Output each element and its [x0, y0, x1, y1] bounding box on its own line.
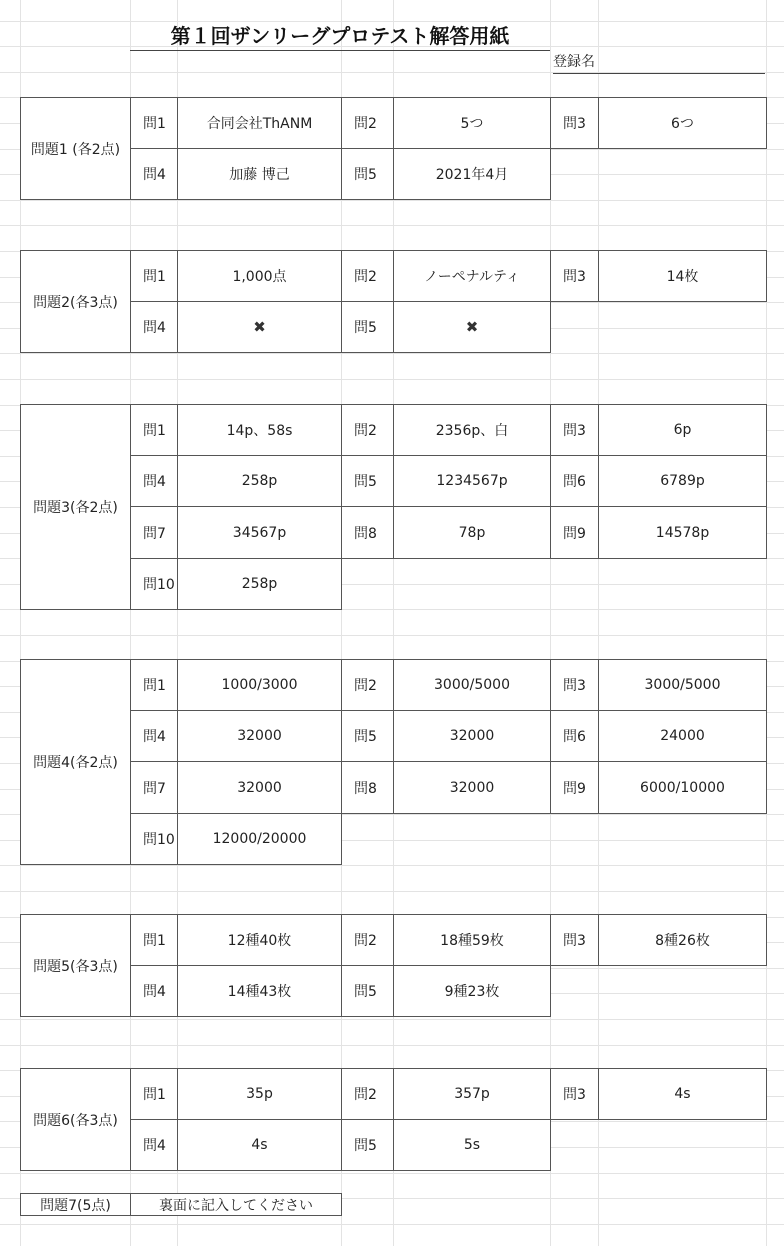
answer-cell[interactable]: 合同会社ThANM	[177, 97, 342, 149]
answer-cell[interactable]: 5つ	[393, 97, 551, 149]
answer-cell[interactable]: 4s	[177, 1119, 342, 1171]
answer-cell[interactable]: 18種59枚	[393, 914, 551, 966]
section-label: 問題1 (各2点)	[20, 97, 131, 200]
answer-cell[interactable]: 8種26枚	[598, 914, 767, 966]
question-label: 問1	[130, 250, 178, 302]
question-label: 問2	[341, 914, 394, 966]
answer-cell[interactable]: 9種23枚	[393, 965, 551, 1017]
answer-cell[interactable]: 14p、58s	[177, 404, 342, 456]
answer-cell[interactable]: 357p	[393, 1068, 551, 1120]
answer-cell[interactable]: 32000	[393, 761, 551, 814]
answer-cell[interactable]: 6つ	[598, 97, 767, 149]
question-label: 問4	[130, 965, 178, 1017]
question-label: 問9	[550, 506, 599, 559]
question-label: 問4	[130, 1119, 178, 1171]
answer-cell[interactable]: 4s	[598, 1068, 767, 1120]
question-label: 問3	[550, 404, 599, 456]
section-label: 問題6(各3点)	[20, 1068, 131, 1171]
question-label: 問4	[130, 455, 178, 507]
question-label: 問4	[130, 148, 178, 200]
question-label: 問5	[341, 301, 394, 353]
answer-cell[interactable]: 35p	[177, 1068, 342, 1120]
answer-cell[interactable]: 加藤 博己	[177, 148, 342, 200]
answer-cell[interactable]: 32000	[393, 710, 551, 762]
question-label: 問8	[341, 506, 394, 559]
answer-cell[interactable]: 1,000点	[177, 250, 342, 302]
question-label: 問2	[341, 1068, 394, 1120]
section-label: 問題5(各3点)	[20, 914, 131, 1017]
question-label: 問4	[130, 710, 178, 762]
question-label: 問8	[341, 761, 394, 814]
answer-cross-mark[interactable]: ✖	[177, 301, 342, 353]
question-label: 問10	[130, 813, 178, 865]
answer-cell[interactable]: 6000/10000	[598, 761, 767, 814]
question-label: 問4	[130, 301, 178, 353]
answer-cell[interactable]: 6789p	[598, 455, 767, 507]
question-label: 問1	[130, 97, 178, 149]
question-label: 問3	[550, 1068, 599, 1120]
question-label: 問5	[341, 148, 394, 200]
answer-cell[interactable]: ノーペナルティ	[393, 250, 551, 302]
question-label: 問5	[341, 1119, 394, 1171]
answer-cell[interactable]: 2021年4月	[393, 148, 551, 200]
section-label: 問題2(各3点)	[20, 250, 131, 353]
answer-cell[interactable]: 14枚	[598, 250, 767, 302]
question-label: 問6	[550, 455, 599, 507]
question-label: 問7	[130, 506, 178, 559]
answer-cell[interactable]: 14578p	[598, 506, 767, 559]
answer-cell[interactable]: 258p	[177, 558, 342, 610]
answer-cell[interactable]: 258p	[177, 455, 342, 507]
answer-cell[interactable]: 24000	[598, 710, 767, 762]
answer-cell[interactable]: 1234567p	[393, 455, 551, 507]
answer-cell[interactable]: 34567p	[177, 506, 342, 559]
question-label: 問3	[550, 914, 599, 966]
question-label: 問3	[550, 659, 599, 711]
answer-cell[interactable]: 2356p、白	[393, 404, 551, 456]
answer-cell[interactable]: 5s	[393, 1119, 551, 1171]
section-label: 問題4(各2点)	[20, 659, 131, 865]
answer-cell[interactable]: 32000	[177, 761, 342, 814]
answer-cell[interactable]: 78p	[393, 506, 551, 559]
question-label: 問9	[550, 761, 599, 814]
question-label: 問7	[130, 761, 178, 814]
answer-cell[interactable]: 1000/3000	[177, 659, 342, 711]
answer-cell[interactable]: 3000/5000	[393, 659, 551, 711]
answer-cell[interactable]: 12000/20000	[177, 813, 342, 865]
question-label: 問1	[130, 1068, 178, 1120]
registration-name-field[interactable]: 登録名	[553, 52, 765, 74]
question-label: 問5	[341, 455, 394, 507]
question-label: 問10	[130, 558, 178, 610]
question-label: 問3	[550, 97, 599, 149]
answer-cell[interactable]: 32000	[177, 710, 342, 762]
page-title: 第１回ザンリーグプロテスト解答用紙	[130, 22, 550, 51]
question-label: 問1	[130, 404, 178, 456]
question-label: 問2	[341, 250, 394, 302]
answer-cell[interactable]: 14種43枚	[177, 965, 342, 1017]
question-label: 問5	[341, 965, 394, 1017]
question-label: 問1	[130, 659, 178, 711]
section-label: 問題3(各2点)	[20, 404, 131, 610]
question-label: 問6	[550, 710, 599, 762]
question7-instruction: 裏面に記入してください	[130, 1193, 342, 1216]
answer-cell[interactable]: 3000/5000	[598, 659, 767, 711]
answer-cell[interactable]: 6p	[598, 404, 767, 456]
answer-cell[interactable]: 12種40枚	[177, 914, 342, 966]
answer-cross-mark[interactable]: ✖	[393, 301, 551, 353]
question-label: 問2	[341, 404, 394, 456]
section-label: 問題7(5点)	[20, 1193, 131, 1216]
question-label: 問3	[550, 250, 599, 302]
question-label: 問2	[341, 97, 394, 149]
question-label: 問2	[341, 659, 394, 711]
question-label: 問5	[341, 710, 394, 762]
question-label: 問1	[130, 914, 178, 966]
